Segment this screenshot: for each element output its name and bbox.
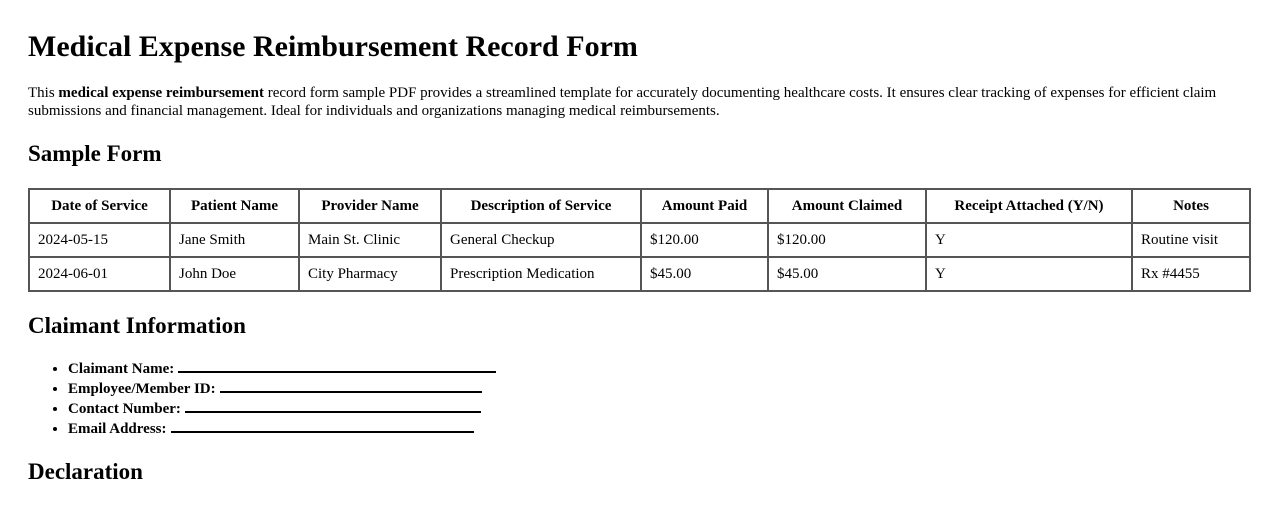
table-cell: John Doe <box>170 257 299 291</box>
column-header: Description of Service <box>441 189 641 223</box>
table-cell: Routine visit <box>1132 223 1250 257</box>
column-header: Patient Name <box>170 189 299 223</box>
column-header: Receipt Attached (Y/N) <box>926 189 1132 223</box>
column-header: Provider Name <box>299 189 441 223</box>
field-label: Email Address: <box>68 421 167 437</box>
column-header: Notes <box>1132 189 1250 223</box>
declaration-heading: Declaration <box>28 459 143 484</box>
table-row <box>29 223 1250 257</box>
expense-table <box>28 188 1251 292</box>
table-cell: Main St. Clinic <box>299 223 441 257</box>
column-header: Date of Service <box>29 189 170 223</box>
table-cell: $120.00 <box>641 223 768 257</box>
table-cell: Y <box>926 257 1132 291</box>
field-label: Employee/Member ID: <box>68 381 216 397</box>
contact-number-field <box>68 398 1250 418</box>
table-cell: Jane Smith <box>170 223 299 257</box>
column-header: Amount Paid <box>641 189 768 223</box>
table-cell: City Pharmacy <box>299 257 441 291</box>
column-header: Amount Claimed <box>768 189 926 223</box>
table-cell: $45.00 <box>768 257 926 291</box>
intro-text: record form sample PDF provides a streamlined template for accurately documenting healthcare costs. It ensures clear tracking of expenses for efficient claim submissions and financial management. Ideal for individuals and organizations managing medical reimbursements. <box>28 85 1217 119</box>
table-row <box>29 257 1250 291</box>
claimant-name-field <box>68 358 1250 378</box>
contact-number-blank[interactable] <box>185 398 481 413</box>
intro-paragraph <box>28 84 1250 120</box>
table-cell: $45.00 <box>641 257 768 291</box>
table-cell: General Checkup <box>441 223 641 257</box>
claimant-name-blank[interactable] <box>178 358 496 373</box>
sample-form-heading: Sample Form <box>28 141 162 166</box>
member-id-blank[interactable] <box>220 378 482 393</box>
intro-bold: medical expense reimbursement <box>58 85 264 101</box>
field-label: Contact Number: <box>68 401 181 417</box>
claimant-heading: Claimant Information <box>28 313 246 338</box>
claimant-fields <box>28 358 1250 438</box>
table-cell: 2024-06-01 <box>29 257 170 291</box>
page-title: Medical Expense Reimbursement Record Form <box>28 30 638 63</box>
table-header-row <box>29 189 1250 223</box>
table-cell: 2024-05-15 <box>29 223 170 257</box>
field-label: Claimant Name: <box>68 361 175 377</box>
table-cell: $120.00 <box>768 223 926 257</box>
intro-text: This <box>28 85 59 101</box>
email-blank[interactable] <box>171 418 474 433</box>
table-cell: Rx #4455 <box>1132 257 1250 291</box>
member-id-field <box>68 378 1250 398</box>
email-field <box>68 418 1250 438</box>
table-cell: Y <box>926 223 1132 257</box>
table-cell: Prescription Medication <box>441 257 641 291</box>
